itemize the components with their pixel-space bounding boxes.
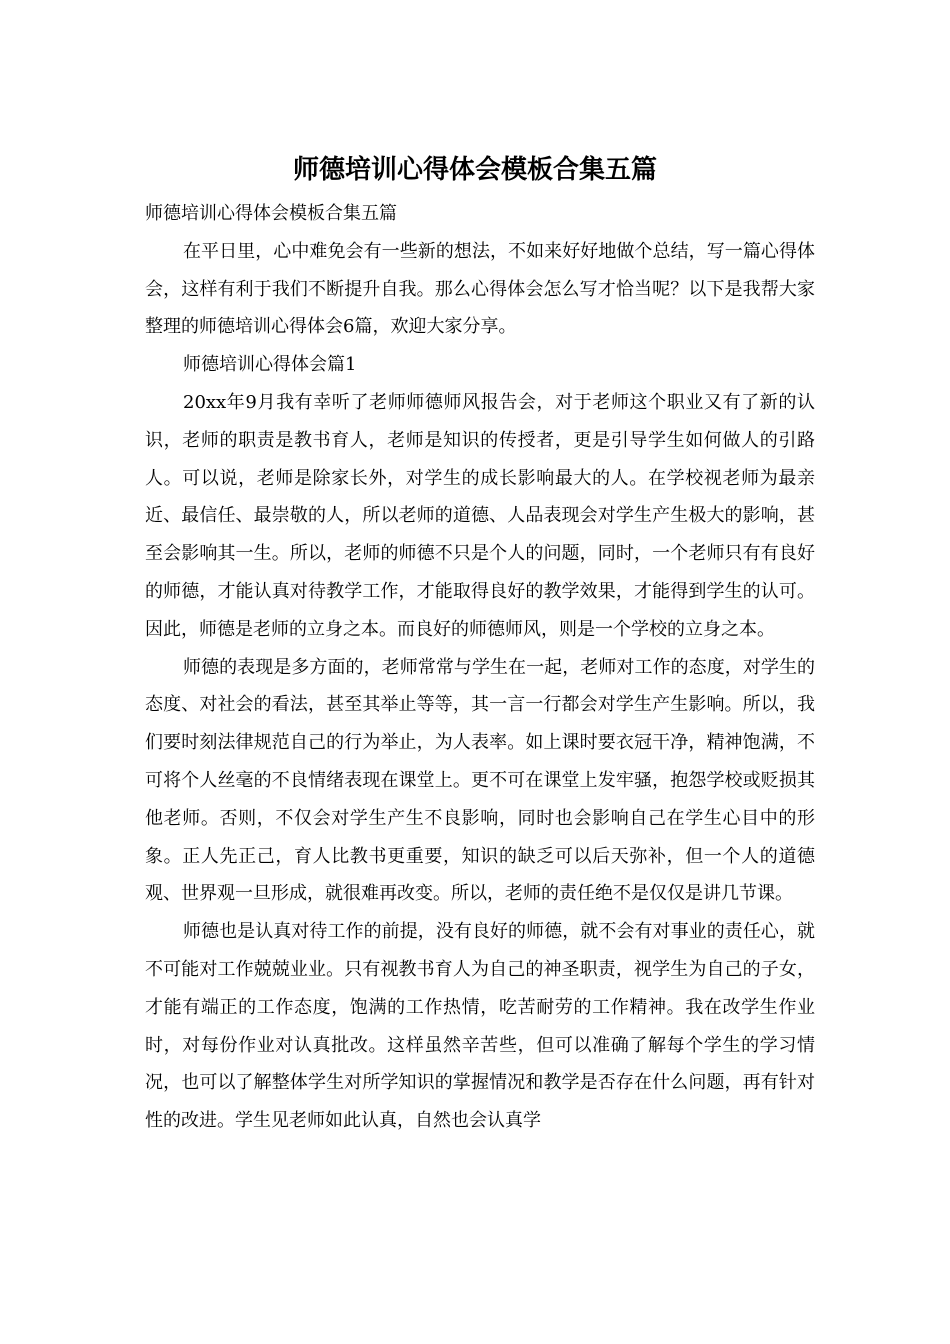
document-title: 师德培训心得体会模板合集五篇 — [292, 155, 657, 185]
document-body — [145, 195, 815, 1140]
document-subtitle: 师德培训心得体会模板合集五篇 — [145, 203, 397, 224]
section-heading: 师德培训心得体会篇1 — [183, 354, 357, 376]
body-paragraph: 师德的表现是多方面的，老师常常与学生在一起，老师对工作的态度，对学生的态度、对社会的看法，甚至其举止等等，其一言一行都会对学生产生影响。所以，我们要时刻法律规范自己的行为举止，为人表率。如上课时要衣冠干净，精神饱满，不可将个人丝毫的不良情绪表现在课堂上。更不可在课堂上发牢骚，抱怨学校或贬损其他老师。否则，不仅会对学生产生不良影响，同时也会影响自己在学生心目中的形象。正人先正己，育人比教书更重要，知识的缺乏可以后天弥补，但一个人的道德观、世界观一旦形成，就很难再改变。所以，老师的责任绝不是仅仅是讲几节课。 — [145, 656, 815, 905]
body-paragraph: 20xx年9月我有幸听了老师师德师风报告会，对于老师这个职业又有了新的认识，老师的职责是教书育人，老师是知识的传授者，更是引导学生如何做人的引路人。可以说，老师是除家长外，对学生的成长影响最大的人。在学校视老师为最亲近、最信任、最崇敬的人，所以老师的道德、人品表现会对学生产生极大的影响，甚至会影响其一生。所以，老师的师德不只是个人的问题，同时，一个老师只有有良好的师德，才能认真对待教学工作，才能取得良好的教学效果，才能得到学生的认可。因此，师德是老师的立身之本。而良好的师德师风，则是一个学校的立身之本。 — [145, 391, 815, 640]
intro-paragraph: 在平日里，心中难免会有一些新的想法，不如来好好地做个总结，写一篇心得体会，这样有利于我们不断提升自我。那么心得体会怎么写才恰当呢？以下是我帮大家整理的师德培训心得体会6篇，欢迎大家分享。 — [145, 240, 815, 338]
body-paragraph: 师德也是认真对待工作的前提，没有良好的师德，就不会有对事业的责任心，就不可能对工作兢兢业业。只有视教书育人为自己的神圣职责，视学生为自己的子女，才能有端正的工作态度，饱满的工作热情，吃苦耐劳的工作精神。我在改学生作业时，对每份作业对认真批改。这样虽然辛苦些，但可以准确了解每个学生的学习情况，也可以了解整体学生对所学知识的掌握情况和教学是否存在什么问题，再有针对性的改进。学生见老师如此认真，自然也会认真学 — [145, 921, 815, 1132]
